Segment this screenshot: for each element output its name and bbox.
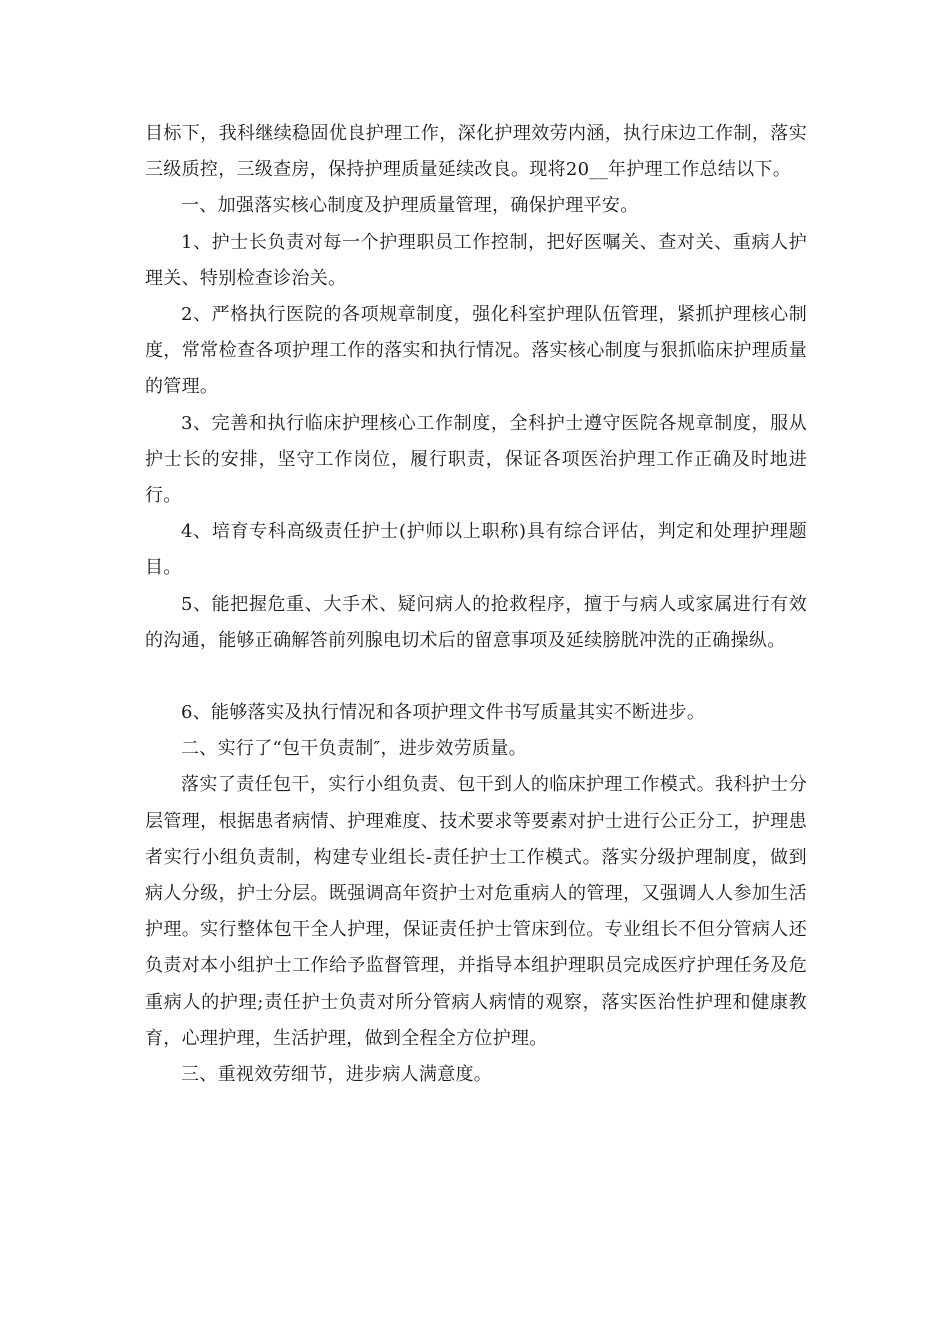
section-heading-1: 一、加强落实核心制度及护理质量管理，确保护理平安。 xyxy=(181,195,639,217)
list-item-4: 4、培育专科高级责任护士(护师以上职称)具有综合评估，判定和处理护理题目。 xyxy=(145,521,807,579)
list-item-5: 5、能把握危重、大手术、疑问病人的抢救程序，擅于与病人或家属进行有效的沟通，能够正确解答前列腺电切术后的留意事项及延续膀胱冲洗的正确操纵。 xyxy=(145,593,807,651)
paragraph-gap xyxy=(145,659,807,695)
list-item-6: 6、能够落实及执行情况和各项护理文件书写质量其实不断进步。 xyxy=(181,702,706,724)
section-heading-3: 三、重视效劳细节，进步病人满意度。 xyxy=(181,1064,493,1086)
section-heading-2: 二、实行了“包干负责制″，进步效劳质量。 xyxy=(181,738,527,760)
body-paragraph: 落实了责任包干，实行小组负责、包干到人的临床护理工作模式。我科护士分层管理，根据患者病情、护理难度、技术要求等要素对护士进行公正分工，护理患者实行小组负责制，构建专业组长-责任护士工作模式。落实分级护理制度，做到病人分级，护士分层。既强调高年资护士对危重病人的管理，又强调人人参加生活护理。实行整体包干全人护理，保证责任护士管床到位。专业组长不但分管病人还负责对本小组护士工作给予监督管理，并指导本组护理职员完成医疗护理任务及危重病人的护理;责任护士负责对所分管病人病情的观察，落实医治性护理和健康教育，心理护理，生活护理，做到全程全方位护理。 xyxy=(145,774,807,1049)
list-item-3: 3、完善和执行临床护理核心工作制度，全科护士遵守医院各规章制度，服从护士长的安排，坚守工作岗位，履行职责，保证各项医治护理工作正确及时地进行。 xyxy=(145,412,807,507)
paragraph-intro-continuation: 目标下，我科继续稳固优良护理工作，深化护理效劳内涵，执行床边工作制，落实三级质控，三级查房，保持护理质量延续改良。现将20__年护理工作总结以下。 xyxy=(145,123,807,181)
list-item-2: 2、严格执行医院的各项规章制度，强化科室护理队伍管理，紧抓护理核心制度，常常检查各项护理工作的落实和执行情况。落实核心制度与狠抓临床护理质量的管理。 xyxy=(145,304,807,398)
document-page xyxy=(145,116,807,1093)
list-item-1: 1、护士长负责对每一个护理职员工作控制，把好医嘱关、查对关、重病人护理关、特别检查诊治关。 xyxy=(145,231,807,289)
